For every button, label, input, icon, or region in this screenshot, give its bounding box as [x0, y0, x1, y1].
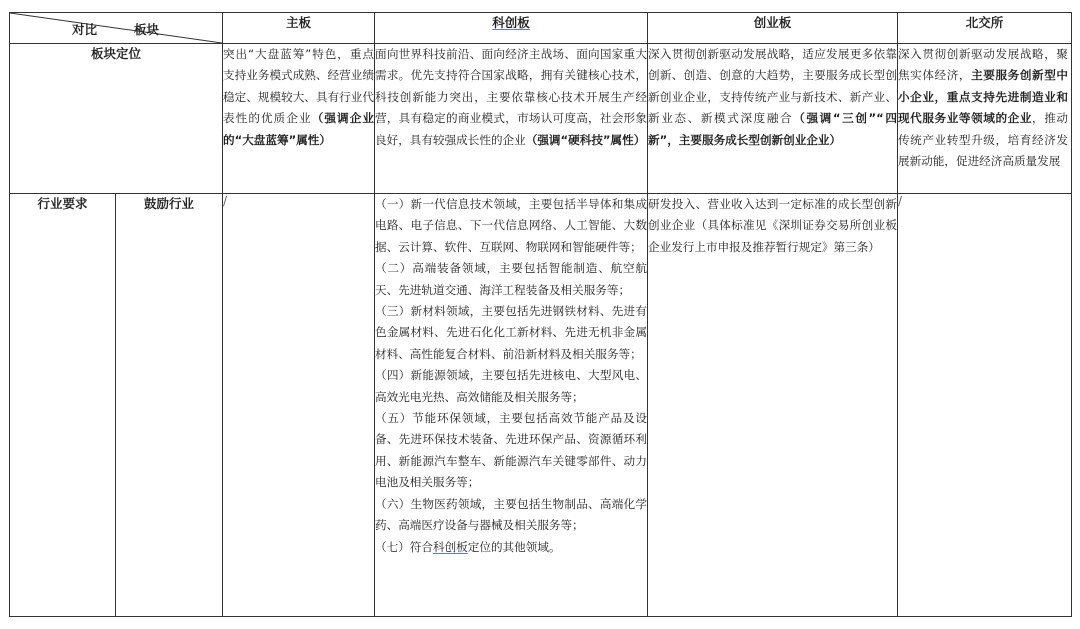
industry-star-cell	[375, 194, 648, 617]
industry-star-last-prefix: （七）符合	[375, 539, 433, 554]
positioning-bse-text-2: ，推动传统产业转型升级，培育经济发展新动能，促进经济高质量发展	[898, 111, 1068, 169]
industry-gem-cell: 研发投入、营业收入达到一定标准的成长型创新创业企业（具体标准见《深圳证券交易所创业板企业发行上市申报及推荐暂行规定》第三条）	[648, 194, 898, 617]
row-label-industry: 行业要求	[10, 194, 116, 617]
corner-label-board: 板块	[134, 22, 160, 37]
comparison-table	[9, 12, 1072, 617]
header-star-market	[375, 13, 648, 44]
positioning-main-text: 突出“大盘蓝筹”特色，重点支持业务模式成熟、经营业绩稳定、规模较大、具有行业代表性的优质企业	[223, 47, 374, 126]
positioning-row	[10, 44, 1072, 194]
header-row	[10, 13, 1072, 44]
corner-label-compare: 对比	[72, 22, 98, 37]
positioning-main-cell	[223, 44, 375, 194]
diagonal-divider	[10, 13, 222, 43]
positioning-star-text: 面向世界科技前沿、面向经济主战场、面向国家重大需求。优先支持符合国家战略，拥有关键核心技术，科技创新能力突出，主要依靠核心技术开展生产经营，具有稳定的商业模式，市场认可度高，社会形象良好，具有较强成长性的企业	[375, 47, 647, 147]
positioning-star-emphasis: （强调“硬科技”属性）	[525, 132, 646, 147]
row-label-positioning: 板块定位	[10, 44, 223, 194]
header-chinext: 创业板	[648, 13, 898, 44]
industry-row	[10, 194, 1072, 617]
sub-label-encouraged-industries: 鼓励行业	[116, 194, 223, 617]
industry-star-item: （一）新一代信息技术领域，主要包括半导体和集成电路、电子信息、下一代信息网络、人工智能、大数据、云计算、软件、互联网、物联网和智能硬件等；	[375, 197, 647, 254]
industry-star-item: （三）新材料领域，主要包括先进钢铁材料、先进有色金属材料、先进石化化工新材料、先进无机非金属材料、高性能复合材料、前沿新材料及相关服务等；	[375, 304, 647, 361]
header-bse: 北交所	[898, 13, 1072, 44]
positioning-main-emphasis: （强调企业的“大盘蓝筹”属性）	[223, 111, 374, 147]
industry-star-last-suffix: 定位的其他领域。	[467, 539, 561, 554]
header-star-market-label: 科创板	[492, 15, 530, 30]
industry-star-item: （二）高端装备领域，主要包括智能制造、航空航天、先进轨道交通、海洋工程装备及相关服务等；	[375, 261, 647, 297]
header-main-board: 主板	[223, 13, 375, 44]
industry-star-item: （六）生物医药领域，主要包括生物制品、高端化学药、高端医疗设备与器械及相关服务等；	[375, 496, 647, 533]
industry-star-item-last	[375, 537, 647, 558]
positioning-gem-cell	[648, 44, 898, 194]
industry-star-item: （四）新能源领域，主要包括先进核电、大型风电、高效光电光热、高效储能及相关服务等；	[375, 368, 647, 404]
positioning-gem-emphasis: （强调“三创”“四新”，主要服务成长型创新创业企业）	[648, 111, 897, 147]
positioning-bse-text-1: 深入贯彻创新驱动发展战略，聚焦实体经济，	[898, 47, 1068, 83]
star-market-link[interactable]: 科创板	[432, 539, 468, 554]
positioning-star-cell	[375, 44, 648, 194]
industry-main-cell: /	[223, 194, 375, 617]
corner-header-cell	[10, 13, 223, 44]
positioning-bse-cell	[898, 44, 1072, 194]
industry-bse-cell: /	[898, 194, 1072, 617]
industry-star-item: （五）节能环保领域，主要包括高效节能产品及设备、先进环保技术装备、先进环保产品、资源循环利用、新能源汽车整车、新能源汽车关键零部件、动力电池及相关服务等；	[375, 411, 647, 490]
positioning-bse-emphasis: 主要服务创新型中小企业，重点支持先进制造业和现代服务业等领域的企业	[898, 68, 1068, 126]
positioning-gem-text: 深入贯彻创新驱动发展战略，适应发展更多依靠创新、创造、创意的大趋势，主要服务成长型创新创业企业，支持传统产业与新技术、新产业、新业态、新模式深度融合	[648, 47, 897, 126]
